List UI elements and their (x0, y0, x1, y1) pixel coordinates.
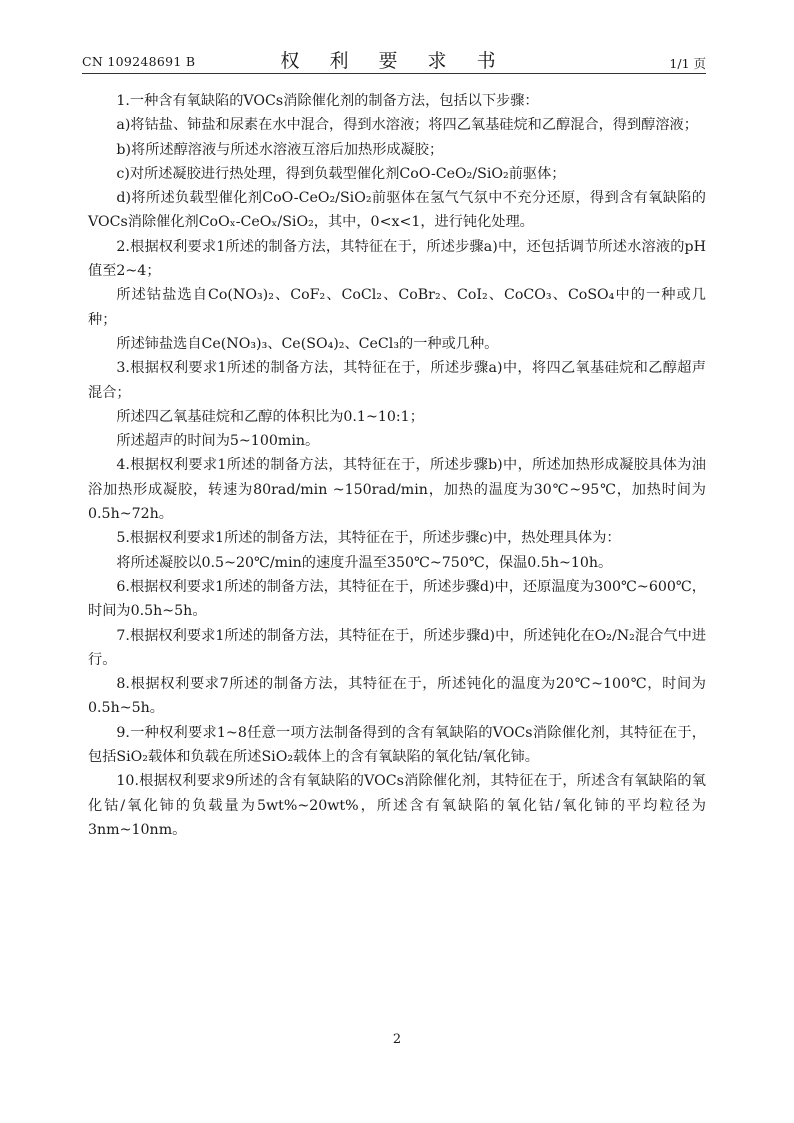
claim-3-ultrasound-time: 所述超声的时间为5~100min。 (116, 433, 320, 450)
page-count: 1/1 页 (669, 56, 706, 71)
claims-body (88, 89, 706, 842)
claim-3-volume-ratio: 所述四乙氧基硅烷和乙醇的体积比为0.1~10:1； (116, 408, 424, 425)
claim-5-heat-treatment: 将所述凝胶以0.5~20℃/min的速度升温至350℃~750℃，保温0.5h~10h。 (116, 554, 613, 571)
claim-7-paragraph: 7.根据权利要求1所述的制备方法，其特征在于，所述步骤d)中，所述钝化在O₂/N₂混合气中进行。 (88, 627, 706, 668)
claim-1-step-a: a)将钴盐、铈盐和尿素在水中混合，得到水溶液；将四乙氧基硅烷和乙醇混合，得到醇溶液； (116, 117, 698, 134)
header-divider (82, 73, 706, 74)
claim-10-paragraph: 10.根据权利要求9所述的含有氧缺陷的VOCs消除催化剂，其特征在于，所述含有氧缺陷的氧化钴/氧化铈的负载量为5wt%~20wt%，所述含有氧缺陷的氧化钴/氧化铈的平均粒径为3nm~10nm。 (88, 773, 706, 838)
claim-2-cobalt-salts: 所述钴盐选自Co(NO₃)₂、CoF₂、CoCl₂、CoBr₂、CoI₂、CoCO₃、CoSO₄中的一种或几种； (88, 287, 706, 328)
claim-8-paragraph: 8.根据权利要求7所述的制备方法，其特征在于，所述钝化的温度为20℃~100℃，时间为0.5h~5h。 (88, 676, 706, 717)
patent-number: CN 109248691 B (82, 54, 196, 69)
claim-4-paragraph: 4.根据权利要求1所述的制备方法，其特征在于，所述步骤b)中，所述加热形成凝胶具体为油浴加热形成凝胶，转速为80rad/min ~150rad/min，加热的温度为30℃~95℃，加热时间为0.5h~72h。 (88, 457, 706, 523)
claim-9-paragraph: 9.一种权利要求1~8任意一项方法制备得到的含有氧缺陷的VOCs消除催化剂，其特征在于，包括SiO₂载体和负载在所述SiO₂载体上的含有氧缺陷的氧化钴/氧化铈。 (88, 724, 706, 766)
page-number: 2 (392, 1032, 402, 1047)
claim-2-cerium-salts: 所述铈盐选自Ce(NO₃)₃、Ce(SO₄)₂、CeCl₃的一种或几种。 (116, 335, 499, 352)
page-title: 权 利 要 求 书 (280, 50, 508, 72)
claim-1-step-c: c)对所述凝胶进行热处理，得到负载型催化剂CoO-CeO₂/SiO₂前驱体； (116, 165, 566, 182)
page-header (82, 44, 706, 74)
claim-3-paragraph: 3.根据权利要求1所述的制备方法，其特征在于，所述步骤a)中，将四乙氧基硅烷和乙醇超声混合； (88, 360, 706, 401)
claim-1-paragraph: 1.一种含有氧缺陷的VOCs消除催化剂的制备方法，包括以下步骤： (116, 93, 539, 109)
claim-5-paragraph: 5.根据权利要求1所述的制备方法，其特征在于，所述步骤c)中，热处理具体为： (116, 530, 621, 547)
claim-2-paragraph: 2.根据权利要求1所述的制备方法，其特征在于，所述步骤a)中，还包括调节所述水溶液的pH值至2~4； (88, 238, 706, 280)
claim-1-step-d: d)将所述负载型催化剂CoO-CeO₂/SiO₂前驱体在氢气气氛中不充分还原，得到含有氧缺陷的VOCs消除催化剂CoOₓ-CeOₓ/SiO₂，其中，0<x<1，进行钝化处理。 (88, 190, 706, 231)
claim-6-paragraph: 6.根据权利要求1所述的制备方法，其特征在于，所述步骤d)中，还原温度为300℃~600℃，时间为0.5h~5h。 (88, 578, 706, 620)
claim-1-step-b: b)将所述醇溶液与所述水溶液互溶后加热形成凝胶； (116, 141, 444, 158)
